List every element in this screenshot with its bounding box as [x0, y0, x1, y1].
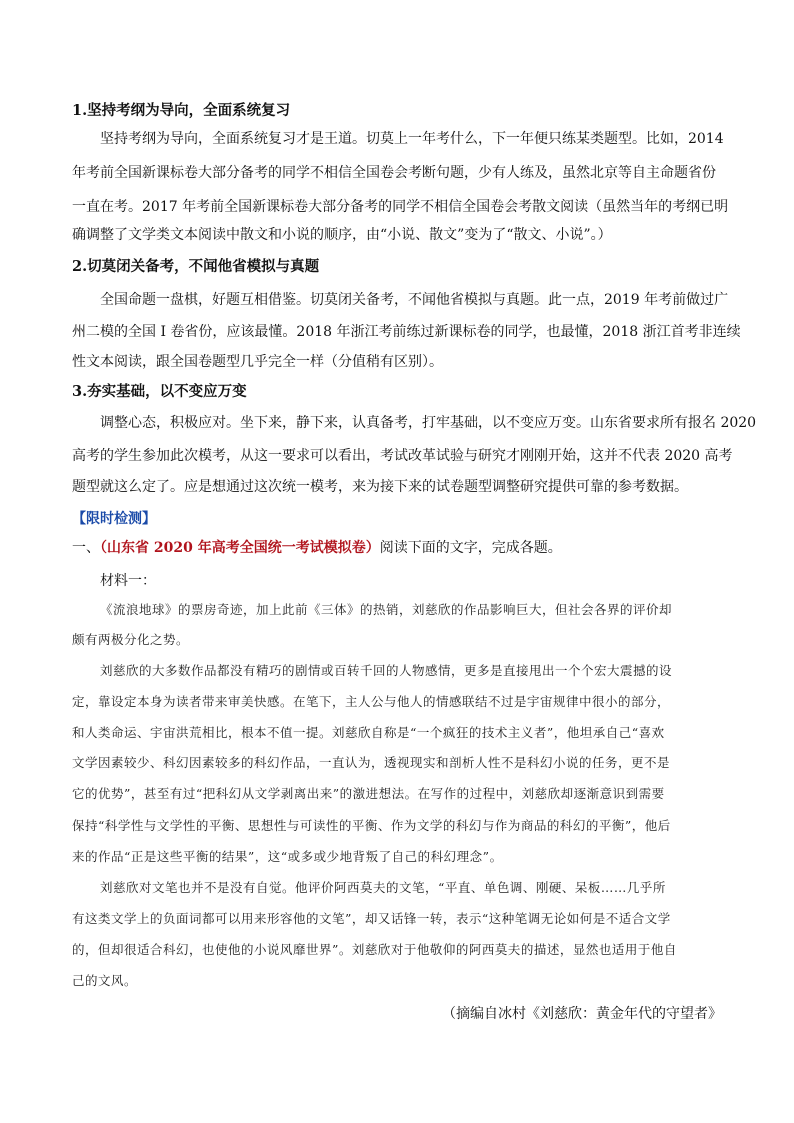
question-line [72, 538, 722, 558]
material-p3-line-1: 刘慈欣对文笔也并不是没有自觉。他评价阿西莫夫的文笔，“平直、单色调、刚硬、呆板……几乎所 [100, 880, 666, 895]
material-p2-line-4: 文学因素较少、科幻因素较多的科幻作品，一直认为，透视现实和剖析人性不是科幻小说的任务，更不是 [72, 755, 671, 770]
section2-line-2: 州二模的全国 I 卷省份，应该最懂。2018 年浙江考前练过新课标卷的同学，也最懂，2018 浙江首考非连续 [72, 324, 741, 340]
section1-line-4: 确调整了文学类文本阅读中散文和小说的顺序，由“小说、散文”变为了“散文、小说”。） [72, 227, 612, 243]
section2-line-3: 性文本阅读，跟全国卷题型几乎完全一样（分值稍有区别）。 [72, 354, 443, 370]
section1-line-2: 年考前全国新课标卷大部分备考的同学不相信全国卷会考断句题，少有人练及，虽然北京等自主命题省份 [72, 165, 716, 181]
material-p2-line-6: 保持“科学性与文学性的平衡、思想性与可读性的平衡、作为文学的科幻与作为商品的科幻的平衡”，他后 [72, 818, 671, 833]
section1-line-3: 一直在考。2017 年考前全国新课标卷大部分备考的同学不相信全国卷会考散文阅读（虽然当年的考纲已明 [72, 199, 729, 215]
material-p2-line-5: 它的优势”，甚至有过“把科幻从文学剥离出来”的激进想法。在写作的过程中，刘慈欣却逐渐意识到需要 [72, 786, 665, 801]
section2-line-1: 全国命题一盘棋，好题互相借鉴。切莫闭关备考，不闻他省模拟与真题。此一点，2019 年考前做过广 [100, 292, 729, 308]
section3-line-1: 调整心态，积极应对。坐下来，静下来，认真备考，打牢基础，以不变应万变。山东省要求所有报名 2020 [100, 415, 757, 431]
section3-heading: 3.夯实基础，以不变应万变 [72, 383, 247, 400]
material-label: 材料一： [100, 573, 156, 589]
material-p2-line-1: 刘慈欣的大多数作品都没有精巧的剧情或百转千回的人物感情，更多是直接甩出一个个宏大震撼的设 [100, 663, 673, 678]
section1-line-1: 坚持考纲为导向，全面系统复习才是王道。切莫上一年考什么，下一年便只练某类题型。比如，2014 [100, 131, 724, 147]
section2-heading: 2.切莫闭关备考，不闻他省模拟与真题 [72, 258, 320, 275]
material-p1-line-1: 《流浪地球》的票房奇迹，加上此前《三体》的热销，刘慈欣的作品影响巨大，但社会各界的评价却 [100, 602, 673, 617]
material-source: （摘编自冰村《刘慈欣：黄金年代的守望者》 [442, 1006, 722, 1022]
material-p1-line-2: 颇有两极分化之势。 [72, 632, 190, 647]
material-p3-line-3: 的，但却很适合科幻，也使他的小说风靡世界”。刘慈欣对于他敬仰的阿西莫夫的描述，显然也适用于他自 [72, 942, 677, 957]
question-prefix: 一、 [72, 540, 100, 556]
section1-heading: 1.坚持考纲为导向，全面系统复习 [72, 102, 291, 119]
material-p3-line-4: 己的文风。 [72, 973, 138, 988]
question-instruction: 阅读下面的文字，完成各题。 [379, 540, 562, 556]
material-p2-line-7: 来的作品“正是这些平衡的结果”，这“或多或少地背叛了自己的科幻理念”。 [72, 849, 503, 864]
section3-line-2: 高考的学生参加此次模考，从这一要求可以看出，考试改革试验与研究才刚刚开始，这并不代表 2020 高考 [72, 448, 733, 464]
section3-line-3: 题型就这么定了。应是想通过这次统一模考，来为接下来的试卷题型调整研究提供可靠的参考数据。 [72, 479, 688, 495]
material-p2-line-3: 和人类命运、宇宙洪荒相比，根本不值一提。刘慈欣自称是“一个疯狂的技术主义者”，他坦承自己“喜欢 [72, 725, 665, 740]
question-source: （山东省 2020 年高考全国统一考试模拟卷） [100, 540, 380, 556]
section-tag: 【限时检测】 [72, 511, 156, 527]
material-p3-line-2: 有这类文学上的负面词都可以用来形容他的文笔”，却又话锋一转，表示“这种笔调无论如何是不适合文学 [72, 911, 671, 926]
material-p2-line-2: 定，靠设定本身为读者带来审美快感。在笔下，主人公与他人的情感联结不过是宇宙规律中很小的部分， [72, 694, 671, 709]
